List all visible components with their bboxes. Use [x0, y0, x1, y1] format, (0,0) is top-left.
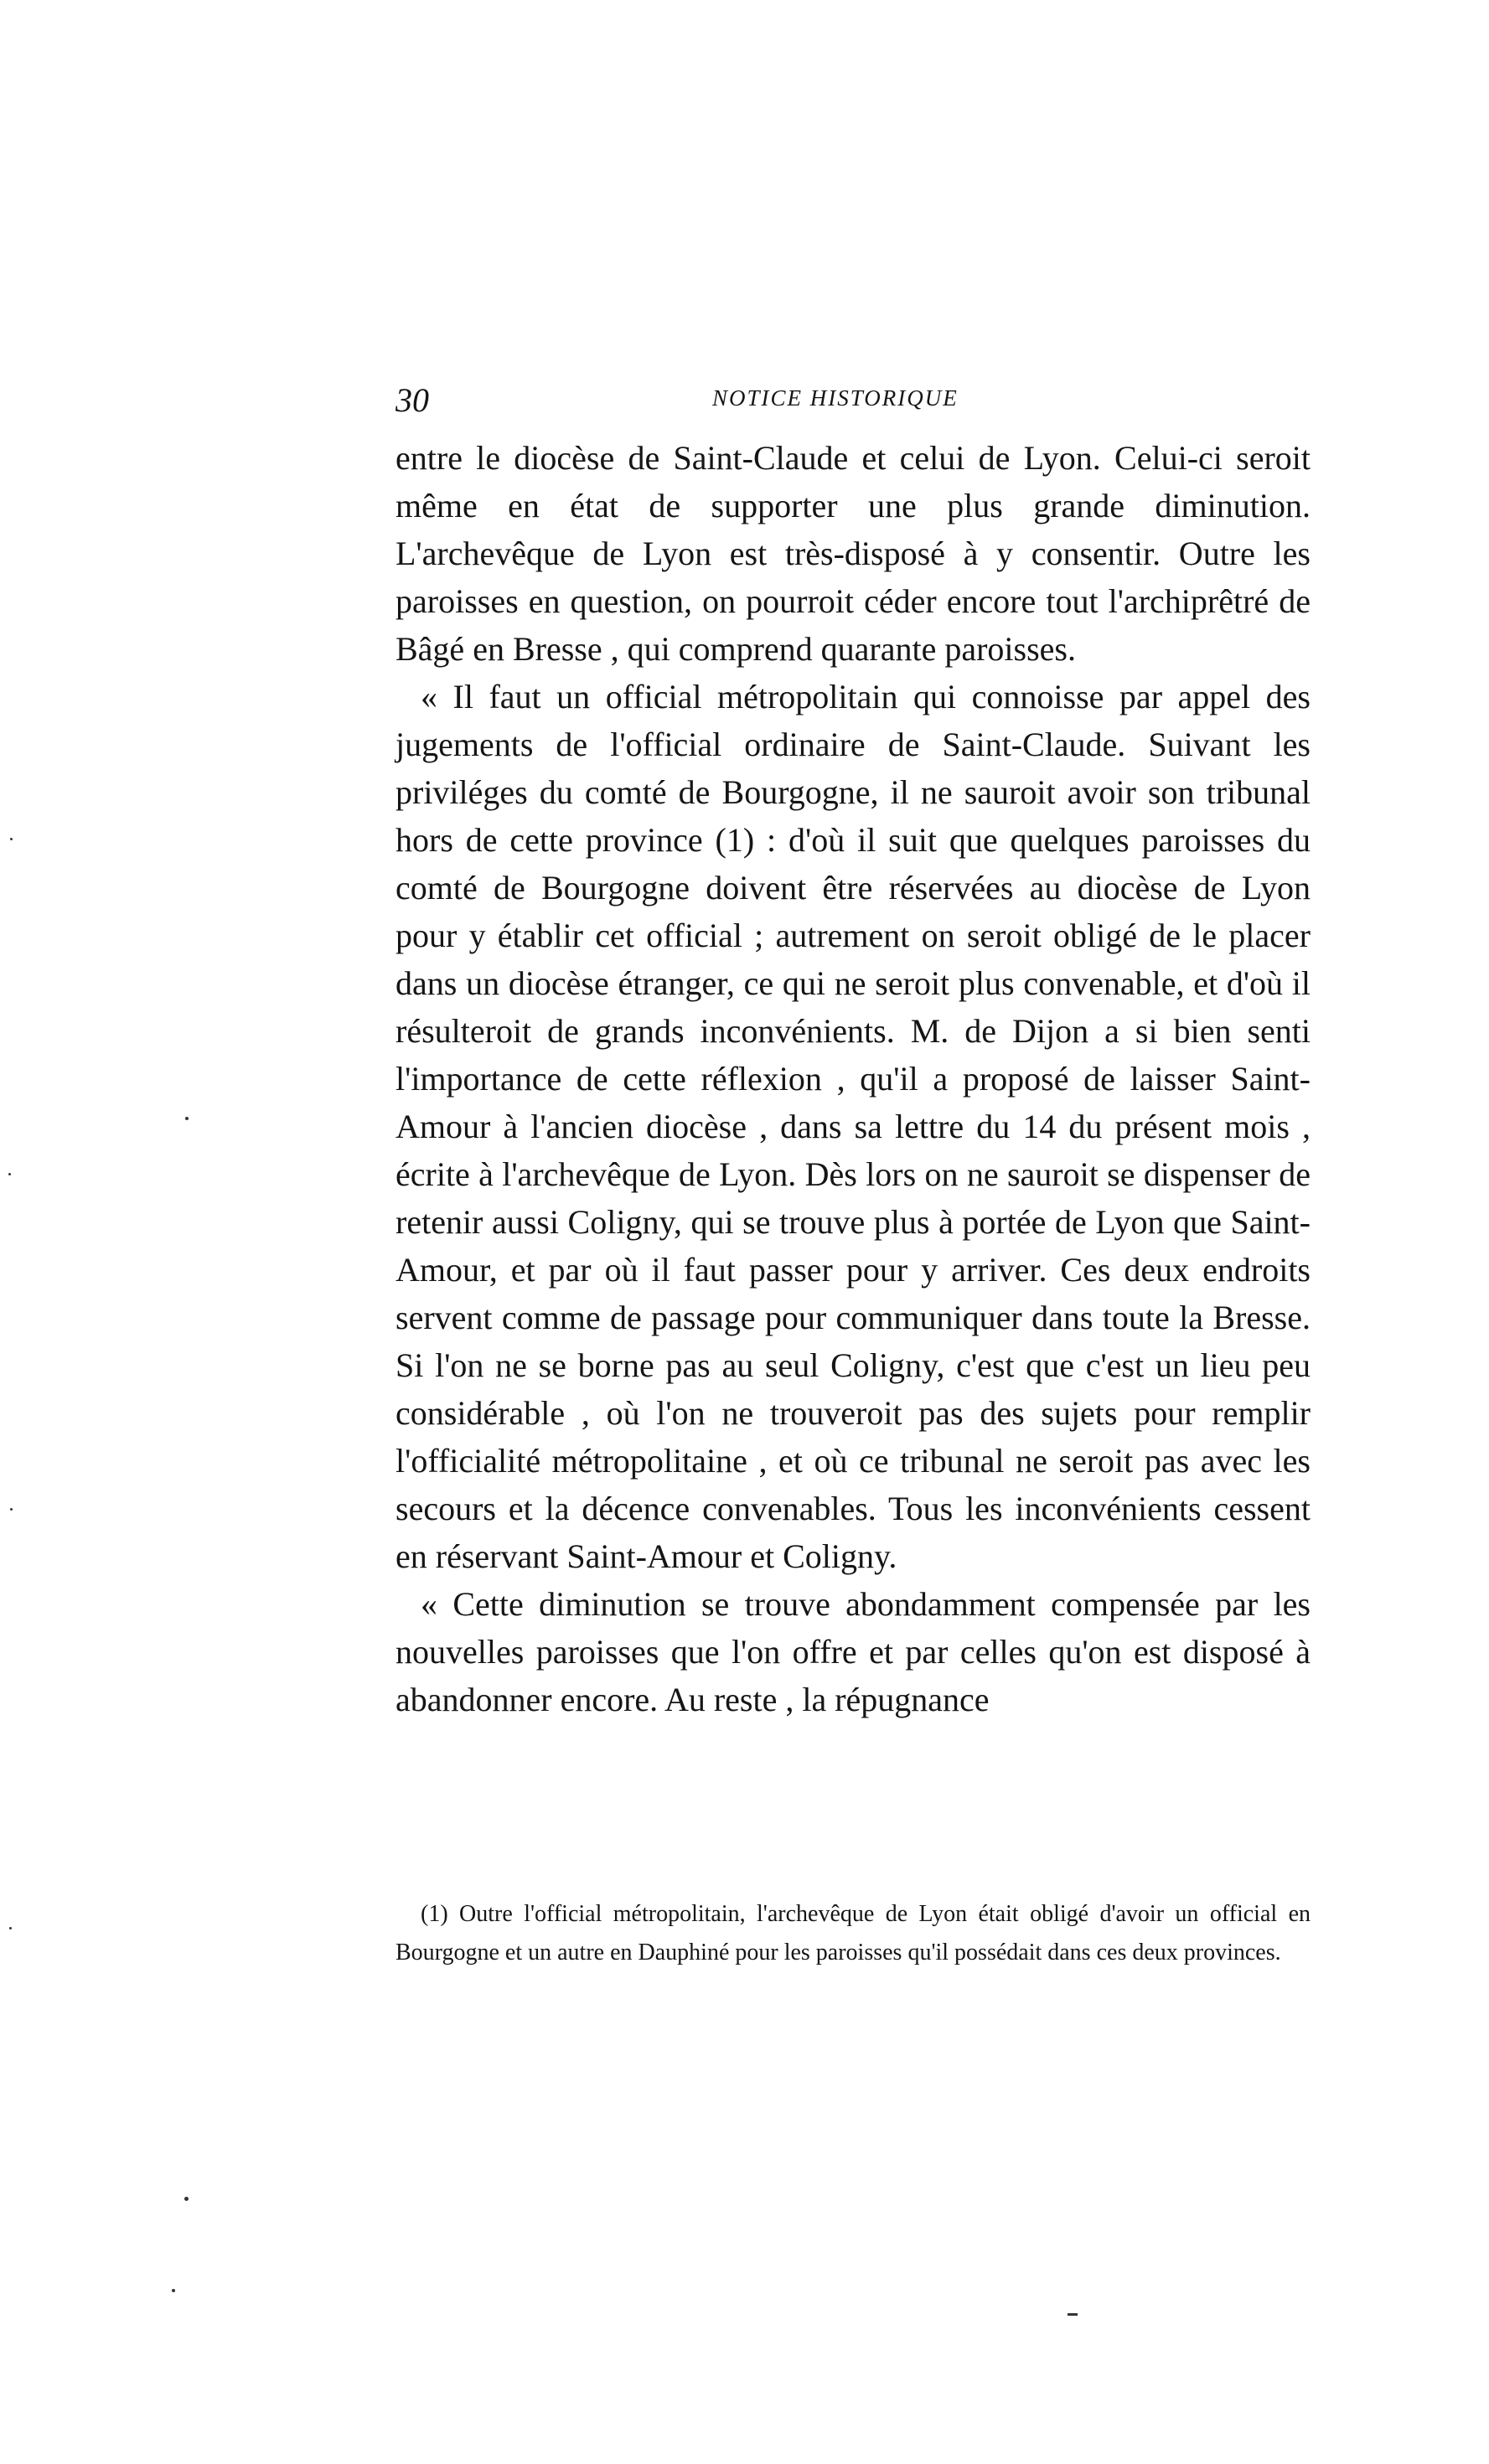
- page-header: [396, 379, 1311, 422]
- margin-speck: [10, 838, 13, 840]
- paragraph-3: « Cette diminution se trouve abondamment compensée par les nouvelles paroisses que l'on offre et par celles qu'on est disposé à abandonner encore. Au reste , la répugnance: [396, 1585, 1311, 1718]
- margin-speck: [172, 2289, 175, 2292]
- body-text: [396, 434, 1311, 1723]
- paragraph-2: « Il faut un official métropolitain qui connoisse par appel des jugements de l'official ordinaire de Saint-Claude. Suivant les priviléges du comté de Bourgogne, il ne sauroit avoir son tribunal hors de cette province (1) : d'où il suit que quelques paroisses du comté de Bourgogne doivent être réservées au diocèse de Lyon pour y établir cet official ; autrement on seroit obligé de le placer dans un diocèse étranger, ce qui ne seroit plus convenable, et d'où il résulteroit de grands inconvénients. M. de Dijon a si bien senti l'importance de cette réflexion , qu'il a proposé de laisser Saint-Amour à l'ancien diocèse , dans sa lettre du 14 du présent mois , écrite à l'archevêque de Lyon. Dès lors on ne sauroit se dispenser de retenir aussi Coligny, qui se trouve plus à portée de Lyon que Saint-Amour, et par où il faut passer pour y arriver. Ces deux endroits servent comme de passage pour communiquer dans toute la Bresse. Si l'on ne se borne pas au seul Coligny, c'est que c'est un lieu peu considérable , où l'on ne trouveroit pas des sujets pour remplir l'officialité métropolitaine , et où ce tribunal ne seroit pas avec les secours et la décence convenables. Tous les inconvénients cessent en réservant Saint-Amour et Coligny.: [396, 678, 1311, 1575]
- footnote-text: (1) Outre l'official métropolitain, l'archevêque de Lyon était obligé d'avoir un official en Bourgogne et un autre en Dauphiné pour les paroisses qu'il possédait dans ces deux provinces.: [396, 1901, 1311, 1966]
- margin-speck: [184, 2197, 189, 2201]
- footnote: [396, 1895, 1311, 1972]
- printer-mark: [1068, 2313, 1078, 2316]
- margin-speck: [185, 1117, 189, 1120]
- paragraph-1: entre le diocèse de Saint-Claude et celui de Lyon. Celui-ci seroit même en état de supporter une plus grande diminution. L'archevêque de Lyon est très-disposé à y consentir. Outre les paroisses en question, on pourroit céder encore tout l'archiprêtré de Bâgé en Bresse , qui comprend quarante paroisses.: [396, 439, 1311, 668]
- margin-speck: [9, 1927, 12, 1929]
- running-title: NOTICE HISTORIQUE: [712, 385, 959, 411]
- page-number: 30: [396, 381, 429, 419]
- margin-speck: [10, 1508, 13, 1511]
- margin-speck: [8, 1173, 11, 1175]
